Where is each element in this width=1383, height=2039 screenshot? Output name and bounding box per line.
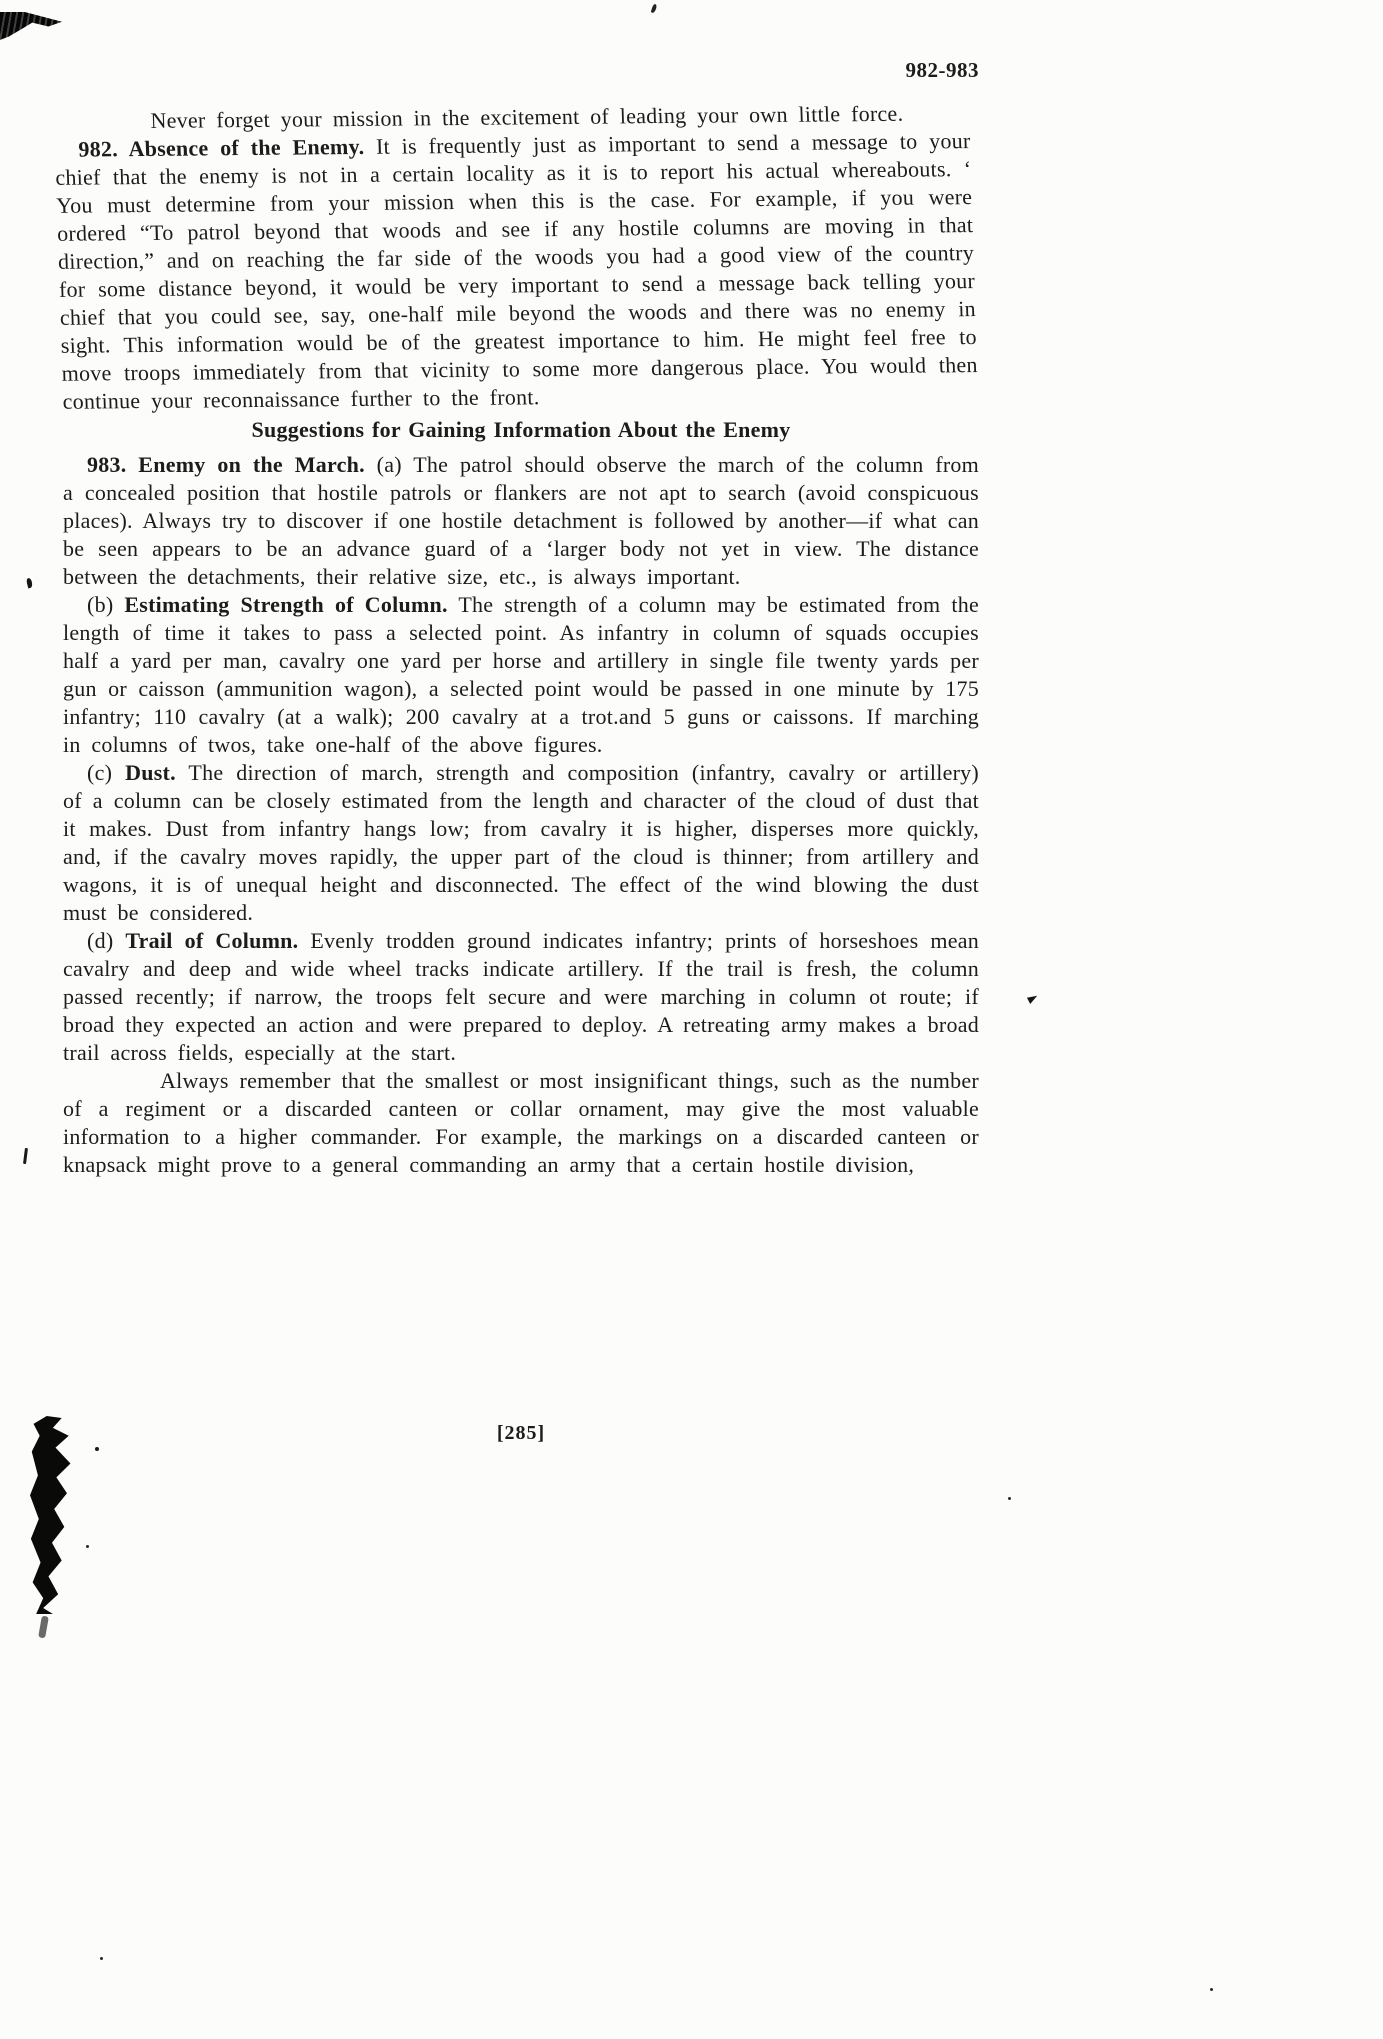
scan-artifact-left-tick xyxy=(23,1148,27,1164)
section-982-title: Absence of the Enemy. xyxy=(128,133,365,162)
item-c-body: The direction of march, strength and composition (infantry, cavalry or artillery) of a column can be closely estimated from the length and character of the cloud of dust that it makes. Dust from infantry hangs low; from cavalry it is higher, disperses more quickly, and, if the cavalry moves rapidly, the upper part of the cloud is thinner; from artillery and wagons, it is of unequal height and disconnected. The effect of the wind blowing the dust must be considered. xyxy=(63,760,979,925)
section-982-body: It is frequently just as important to send a message to your chief that the enemy is not in a certain locality as it is to report his actual whereabouts. ‘ You must determine from your mission when this is the case. For example, if you were ordered “To patrol beyond that woods and see if any hostile columns are moving in that direction,” and on reaching the far side of the woods you had a good view of the country for some distance beyond, it would be very important to send a message back telling your chief that you could see, say, one-half mile beyond the woods and there was no enemy in sight. This information would be of the greatest importance to him. He might feel free to move troops immediately from that vicinity to some more dangerous place. You would then continue your reconnaissance further to the front. xyxy=(54,128,979,414)
page-number: [285] xyxy=(496,1422,546,1444)
scan-artifact-dot xyxy=(100,1957,103,1960)
section-983-heading xyxy=(87,452,365,477)
section-heading: Suggestions for Gaining Information About the Enemy xyxy=(251,417,791,442)
page-reference: 982-983 xyxy=(905,58,979,82)
item-b-body: The strength of a column may be estimated from the length of time it takes to pass a selected point. As infantry in column of squads occupies half a yard per man, cavalry one yard per horse and artillery in single file twenty yards per gun or caisson (ammunition wagon), a selected point would be passed in one minute by 175 infantry; 110 cavalry (at a walk); 200 cavalry at a trot.and 5 guns or caissons. If marching in columns of twos, take one-half of the above figures. xyxy=(63,592,979,757)
closing-paragraph-text: Always remember that the smallest or most insignificant things, such as the number of a regiment or a discarded canteen or collar ornament, may give the most valuable information to a higher commander. For example, the markings on a discarded canteen or knapsack might prove to a general commanding an army that a certain hostile division, xyxy=(63,1068,979,1177)
scan-artifact-dot xyxy=(95,1447,99,1451)
paragraph-982 xyxy=(54,127,979,416)
item-c-marker: (c) xyxy=(87,760,113,785)
item-b-title: Estimating Strength of Column. xyxy=(124,592,448,617)
section-982-heading xyxy=(78,134,365,162)
scan-artifact-dot xyxy=(1210,1988,1213,1991)
section-983-body: (a) The patrol should observe the march of the column from a concealed position that hostile patrols or flankers are not apt to search (avoid conspicuous places). Always try to discover if one hostile detachment is followed by another—if what can be seen appears to be an advance guard of a ‘larger body not yet in view. The distance between the detachments, their relative size, etc., is always important. xyxy=(63,452,980,589)
paragraph-d xyxy=(63,927,979,1067)
item-d-body: Evenly trodden ground indicates infantry; prints of horseshoes mean cavalry and deep and wide wheel tracks indicate artillery. If the trail is fresh, the column passed recently; if narrow, the troops felt secure and were marching in column ot route; if broad they expected an action and were prepared to deploy. A retreating army makes a broad trail across fields, especially at the start. xyxy=(63,928,980,1065)
scan-artifact-left-comma xyxy=(26,578,33,589)
scan-artifact-blob-tail xyxy=(38,1616,49,1639)
scan-artifact-dot xyxy=(1008,1497,1011,1500)
section-982-number: 982. xyxy=(78,136,119,162)
warped-scan-block xyxy=(53,99,979,416)
item-d-marker: (d) xyxy=(87,928,114,953)
text-column xyxy=(54,58,980,1179)
scan-artifact-binding-blob xyxy=(30,1416,74,1614)
section-983-title: Enemy on the March. xyxy=(138,452,365,477)
item-d-title: Trail of Column. xyxy=(125,928,299,953)
paragraph-b xyxy=(63,591,979,759)
section-983-number: 983. xyxy=(87,452,127,477)
scan-artifact-right-speck xyxy=(1027,993,1039,1004)
paragraph-983 xyxy=(63,451,979,591)
closing-paragraph xyxy=(63,1067,979,1179)
scan-artifact-dot xyxy=(86,1545,89,1548)
intro-paragraph-text: Never forget your mission in the excitement of leading your own little force. xyxy=(150,100,904,133)
scan-artifact-top-mark xyxy=(651,4,658,14)
item-b-marker: (b) xyxy=(87,592,114,617)
item-c-title: Dust. xyxy=(125,760,176,785)
paragraph-c xyxy=(63,759,979,927)
scan-artifact-corner-tear xyxy=(0,12,62,40)
body-text xyxy=(54,99,980,1179)
